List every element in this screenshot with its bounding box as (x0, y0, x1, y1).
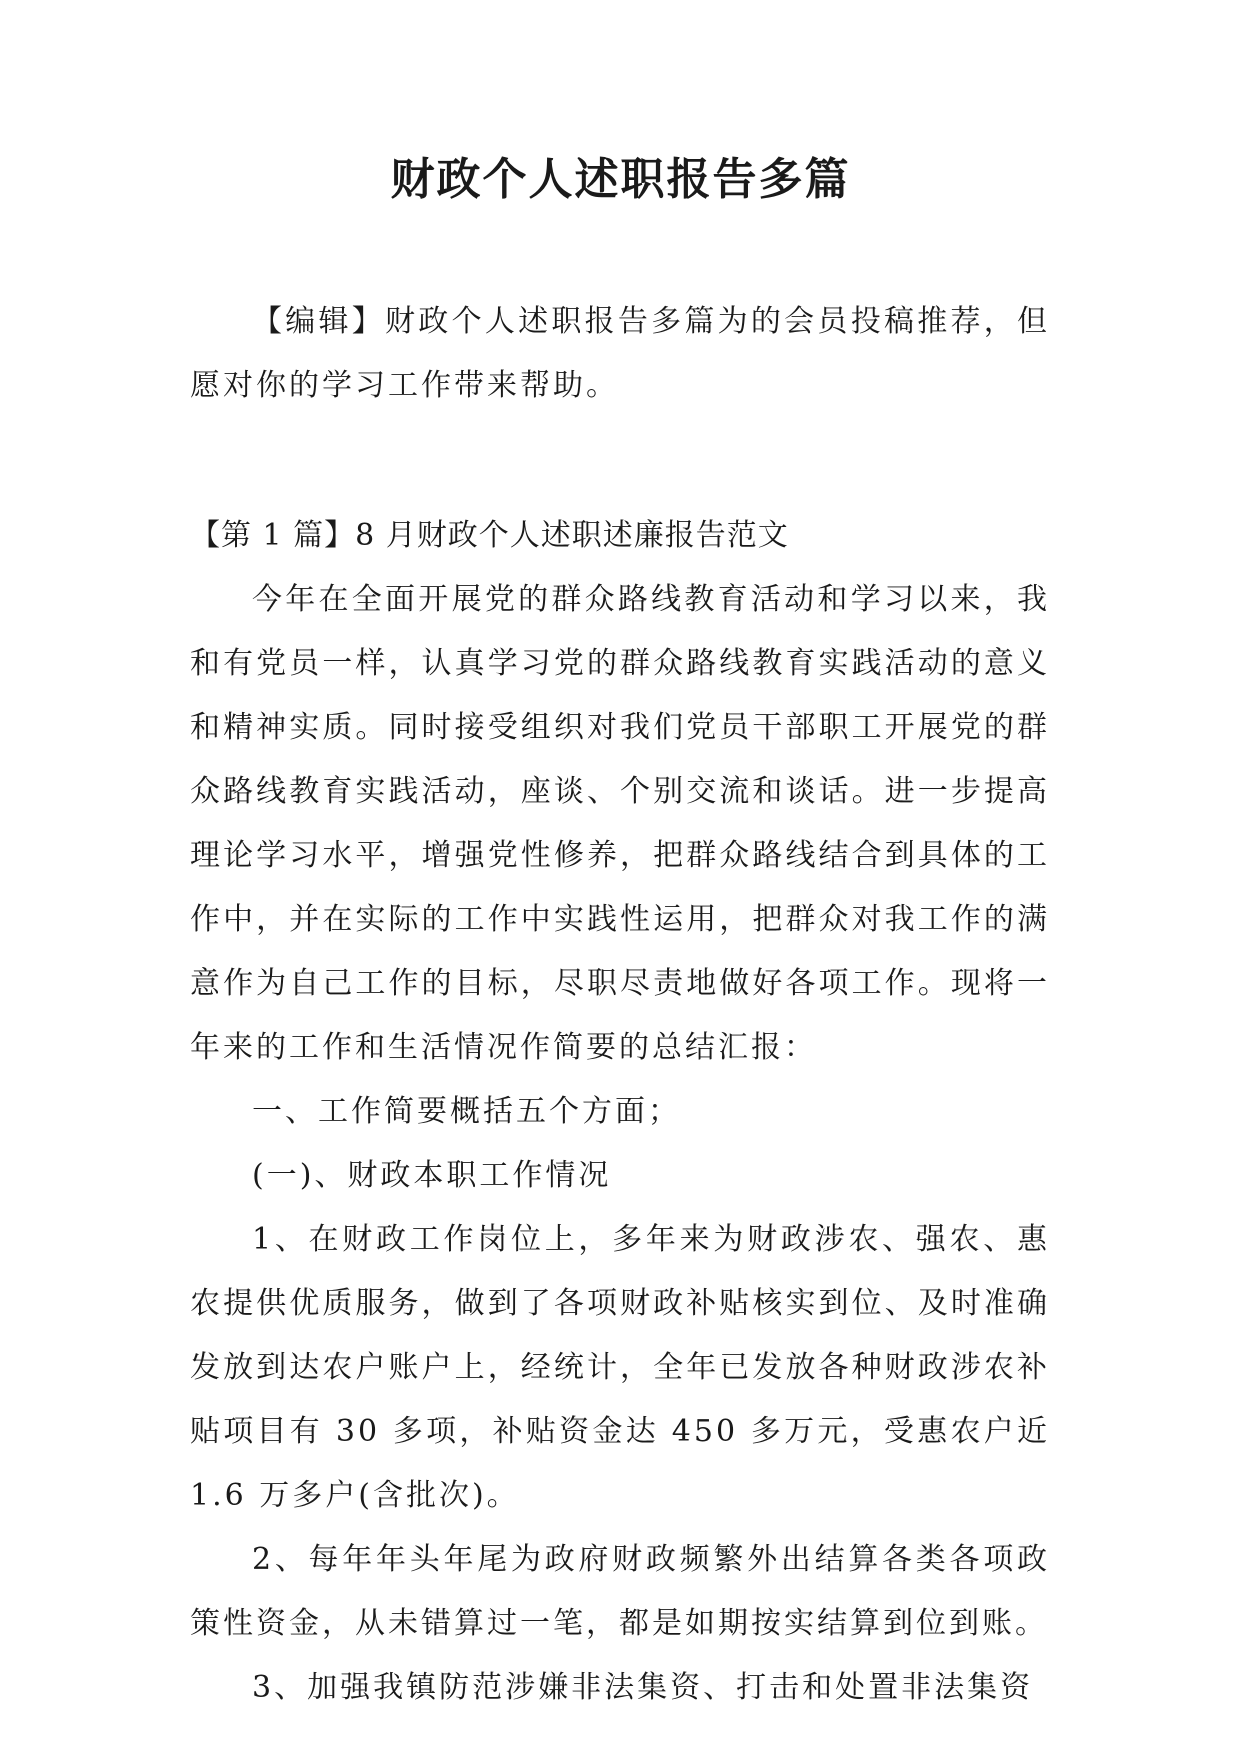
body-paragraph: (一)、财政本职工作情况 (252, 1158, 612, 1193)
body-paragraph: 今年在全面开展党的群众路线教育活动和学习以来，我和有党员一样，认真学习党的群众路线教育实践活动的意义和精神实质。同时接受组织对我们党员干部职工开展党的群众路线教育实践活动，座谈、个别交流和谈话。进一步提高理论学习水平，增强党性修养，把群众路线结合到具体的工作中，并在实际的工作中实践性运用，把群众对我工作的满意作为自己工作的目标，尽职尽责地做好各项工作。现将一年来的工作和生活情况作简要的总结汇报： (190, 582, 1050, 1065)
section-heading: 【第 1 篇】8 月财政个人述职述廉报告范文 (190, 518, 789, 553)
body-paragraph: 2、每年年头年尾为政府财政频繁外出结算各类各项政策性资金，从未错算过一笔，都是如期按实结算到位到账。 (190, 1542, 1050, 1641)
body-paragraph: 3、加强我镇防范涉嫌非法集资、打击和处置非法集资 (252, 1670, 1034, 1705)
spacer (190, 418, 1050, 504)
intro-paragraph: 【编辑】财政个人述职报告多篇为的会员投稿推荐，但愿对你的学习工作带来帮助。 (190, 304, 1050, 403)
document-body (190, 290, 1050, 1720)
body-paragraph: 1、在财政工作岗位上，多年来为财政涉农、强农、惠农提供优质服务，做到了各项财政补贴核实到位、及时准确发放到达农户账户上，经统计，全年已发放各种财政涉农补贴项目有 30 多项，补贴资金达 450 多万元，受惠农户近 1.6 万多户(含批次)。 (190, 1222, 1050, 1513)
body-paragraph: 一、工作简要概括五个方面； (252, 1094, 681, 1129)
page-title: 财政个人述职报告多篇 (390, 154, 851, 205)
